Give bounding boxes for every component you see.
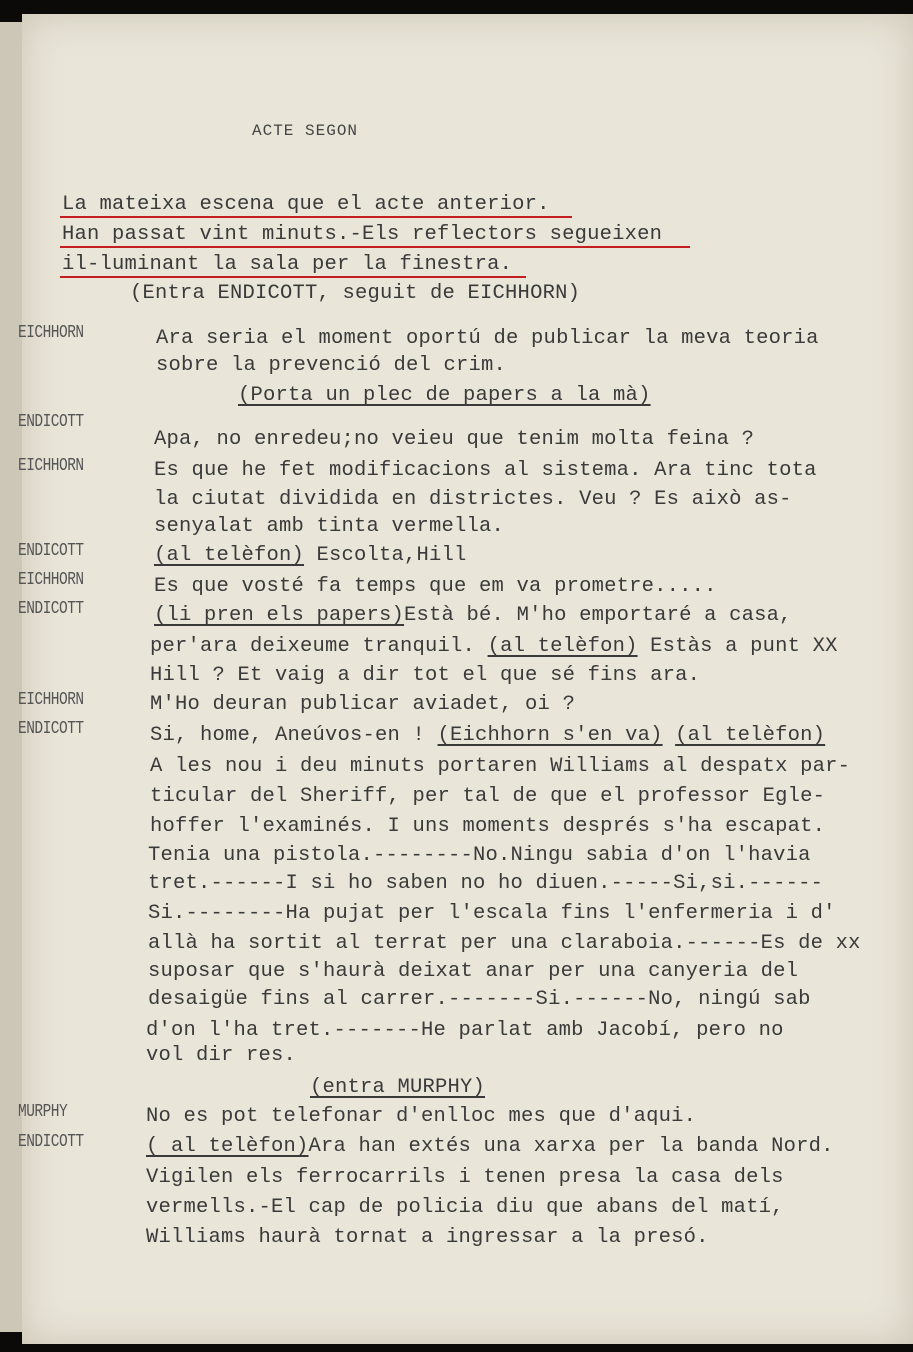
dialogue-line: Si.--------Ha pujat per l'escala fins l'enfermeria i d' <box>148 902 836 925</box>
stage-direction: (Eichhorn s'en va) <box>437 724 663 747</box>
dialogue-line: desaigüe fins al carrer.-------Si.------No, ningú sab <box>148 988 811 1011</box>
dialogue-line: Hill ? Et vaig a dir tot el que sé fins ara. <box>150 664 701 687</box>
dialogue-line <box>146 1137 834 1158</box>
speaker-label: EICHHORN <box>18 690 84 710</box>
dialogue-line: M'Ho deuran publicar aviadet, oi ? <box>150 693 576 716</box>
stage-direction: (al telèfon) <box>675 724 826 747</box>
dialogue-line: ticular del Sheriff, per tal de que el professor Egle- <box>150 785 826 808</box>
dialogue-text: Estàs a punt XX <box>637 635 838 658</box>
stage-direction-line-3: il-luminant la sala per la finestra. <box>62 253 513 276</box>
dialogue-text: Ara han extés una xarxa per la banda Nord. <box>308 1135 834 1158</box>
red-underline-3 <box>60 276 526 278</box>
red-underline-2 <box>60 246 690 248</box>
stage-direction: ( al telèfon) <box>146 1135 309 1158</box>
speaker-label: ENDICOTT <box>18 541 84 561</box>
dialogue-text: Escolta,Hill <box>304 544 467 567</box>
dialogue-text <box>663 724 676 747</box>
dialogue-line: Williams haurà tornat a ingressar a la presó. <box>146 1226 709 1249</box>
speaker-label: EICHHORN <box>18 456 84 476</box>
stage-direction-line-1: La mateixa escena que el acte anterior. <box>62 193 550 216</box>
dialogue-line: Ara seria el moment oportú de publicar la meva teoria <box>156 327 819 350</box>
dialogue-line <box>154 606 792 627</box>
stage-direction: (al telèfon) <box>154 544 305 567</box>
dialogue-text: Està bé. M'ho emportaré a casa, <box>404 604 792 627</box>
speaker-label: ENDICOTT <box>18 599 84 619</box>
dialogue-line: Es que vosté fa temps que em va prometre..... <box>154 575 717 598</box>
dialogue-line: hoffer l'examinés. I uns moments després s'ha escapat. <box>150 815 826 838</box>
speaker-label: EICHHORN <box>18 323 84 343</box>
dialogue-line: Vigilen els ferrocarrils i tenen presa la casa dels <box>146 1166 784 1189</box>
dialogue-line: allà ha sortit al terrat per una claraboia.------Es de xx <box>148 932 861 955</box>
speaker-label: MURPHY <box>18 1102 68 1122</box>
dialogue-line: Tenia una pistola.--------No.Ningu sabia d'on l'havia <box>148 844 811 867</box>
dialogue-text: per'ara deixeume tranquil. <box>150 635 488 658</box>
dialogue-line <box>154 546 467 567</box>
dialogue-text: Si, home, Aneúvos-en ! <box>150 724 438 747</box>
speaker-label: ENDICOTT <box>18 412 84 432</box>
stage-direction: (Porta un plec de papers a la mà) <box>238 384 651 407</box>
stage-direction: (li pren els papers) <box>154 604 405 627</box>
dialogue-line: Apa, no enredeu;no veieu que tenim molta feina ? <box>154 428 755 451</box>
dialogue-line: la ciutat dividida en districtes. Veu ? Es això as- <box>154 488 792 511</box>
speaker-label: ENDICOTT <box>18 1132 84 1152</box>
dialogue-line <box>150 637 838 658</box>
red-underline-1 <box>60 216 572 218</box>
stage-direction: (al telèfon) <box>487 635 638 658</box>
dialogue-line: sobre la prevenció del crim. <box>156 354 507 377</box>
stage-direction-line-4: (Entra ENDICOTT, seguit de EICHHORN) <box>130 282 581 305</box>
stage-direction-line-2: Han passat vint minuts.-Els reflectors segueixen <box>62 223 663 246</box>
dialogue-line: A les nou i deu minuts portaren Williams al despatx par- <box>150 755 851 778</box>
dialogue-line: suposar que s'haurà deixat anar per una canyeria del <box>148 960 799 983</box>
dialogue-line: vermells.-El cap de policia diu que abans del matí, <box>146 1196 784 1219</box>
dialogue-line: senyalat amb tinta vermella. <box>154 515 505 538</box>
dialogue-line: d'on l'ha tret.-------He parlat amb Jacobí, pero no <box>146 1019 784 1042</box>
dialogue-line: vol dir res. <box>146 1044 297 1067</box>
dialogue-line: tret.------I si ho saben no ho diuen.-----Si,si.------ <box>148 872 824 895</box>
dialogue-line: No es pot telefonar d'enlloc mes que d'aqui. <box>146 1105 697 1128</box>
stage-direction: (entra MURPHY) <box>310 1076 486 1099</box>
page-title: ACTE SEGON <box>252 122 359 140</box>
dialogue-line <box>150 726 825 747</box>
speaker-label: EICHHORN <box>18 570 84 590</box>
dialogue-line: Es que he fet modificacions al sistema. Ara tinc tota <box>154 459 817 482</box>
speaker-label: ENDICOTT <box>18 719 84 739</box>
